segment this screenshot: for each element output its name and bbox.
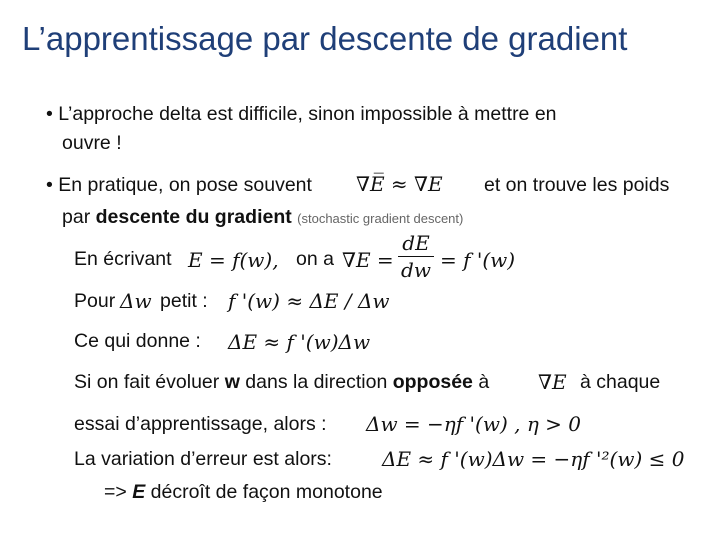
bullet-1 (46, 103, 557, 126)
weight-update-formula: Δw = −ηf '(w) , η > 0 (366, 412, 582, 436)
fraction-bar (398, 256, 434, 257)
derivative-approx-formula: f '(w) ≈ ΔE / Δw (228, 289, 390, 313)
trial-text: essai d’apprentissage, alors : (74, 413, 327, 435)
writing-middle: on a (296, 248, 334, 270)
opposite-bold: opposée (392, 371, 473, 393)
opposite-part1: Si on fait évoluer (74, 371, 220, 393)
gradient-symbol: ∇E (538, 370, 567, 394)
derivative-rhs: = f '(w) (440, 248, 516, 272)
conclusion-line (104, 481, 383, 504)
gradient-approx-formula: ∇E̅ ≈ ∇E (356, 172, 443, 196)
bullet-marker: • (46, 174, 53, 196)
delta-w-symbol: Δw (120, 289, 152, 313)
small-dw-suffix: petit : (160, 290, 208, 312)
opposite-direction-line (74, 371, 489, 394)
writing-prefix: En écrivant (74, 248, 172, 270)
bullet-2 (46, 174, 312, 197)
opposite-part4: à chaque (580, 371, 661, 393)
fraction-denominator: dw (401, 258, 431, 282)
opposite-part3: à (478, 371, 490, 393)
w-bold: w (224, 371, 240, 393)
e-equals-f-formula: E = f(w), (188, 248, 279, 272)
small-dw-prefix: Pour (74, 290, 116, 312)
bullet-1-text: L’approche delta est difficile, sinon impossible à mettre en (58, 103, 557, 125)
bullet-1-continuation: ouvre ! (62, 132, 122, 154)
gradient-lhs: ∇E = (342, 248, 394, 272)
bullet-2-continuation (62, 206, 463, 229)
opposite-part2: dans la direction (245, 371, 388, 393)
bullet-marker: • (46, 103, 53, 125)
error-variation-formula: ΔE ≈ f '(w)Δw = −ηf '²(w) ≤ 0 (382, 447, 685, 471)
conclusion-text: décroît de façon monotone (150, 481, 383, 503)
conclusion-arrow: => (104, 481, 127, 503)
gradient-descent-term: descente du gradient (95, 206, 292, 228)
conclusion-e: E (132, 481, 146, 503)
derivative-fraction (398, 231, 434, 282)
bullet-2-text: En pratique, on pose souvent (58, 174, 312, 196)
delta-e-formula: ΔE ≈ f '(w)Δw (228, 330, 371, 354)
slide-title: L’apprentissage par descente de gradient (22, 20, 628, 57)
bullet-2-prefix: par (62, 206, 91, 228)
fraction-numerator: dE (402, 231, 430, 255)
sgd-note: (stochastic gradient descent) (297, 211, 464, 226)
gives-label: Ce qui donne : (74, 330, 201, 352)
variation-text: La variation d’erreur est alors: (74, 448, 332, 470)
bullet-2-after: et on trouve les poids (484, 174, 670, 196)
